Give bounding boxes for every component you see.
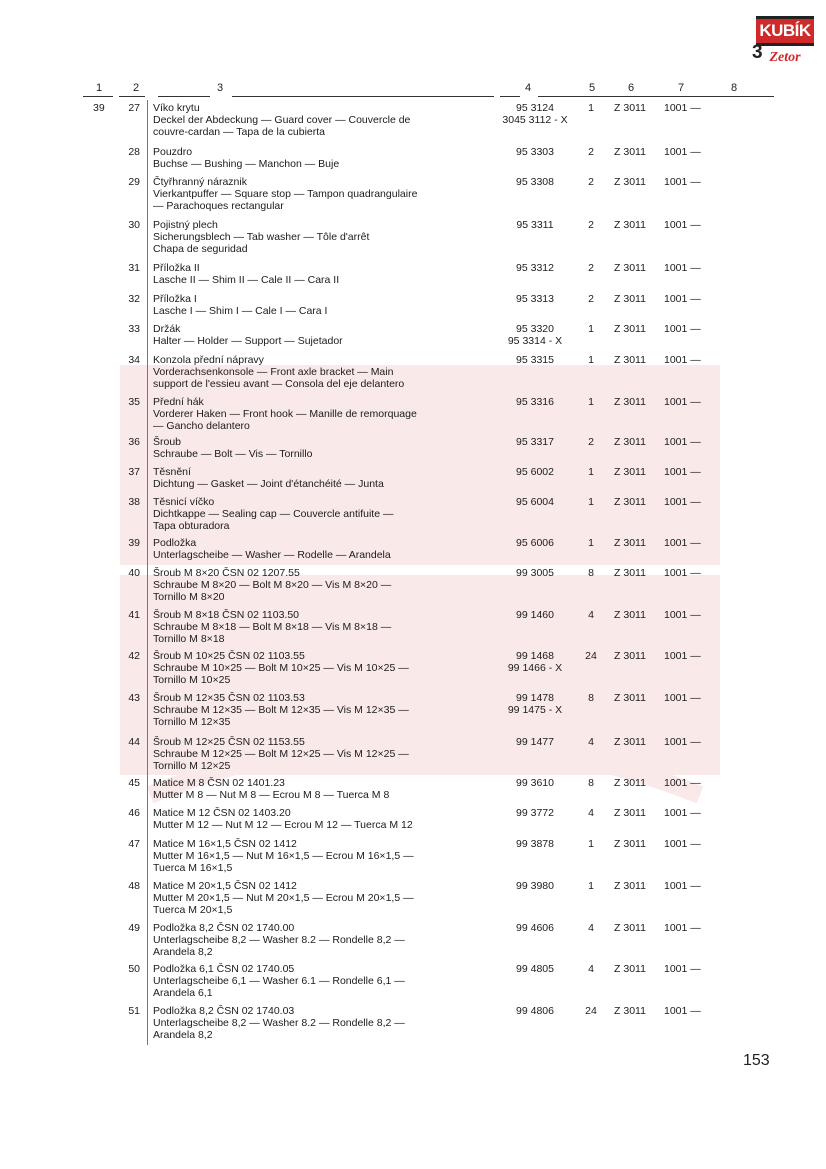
quantity: 4 (588, 736, 594, 748)
part-description: Přední hák Vorderer Haken — Front hook — Manille de remorquage — Gancho delantero (153, 396, 417, 432)
part-number: 99 1460 (516, 609, 554, 621)
part-number: 95 3320 95 3314 - X (507, 323, 563, 347)
position-number: 46 (128, 807, 140, 819)
part-description: Šroub Schraube — Bolt — Vis — Tornillo (153, 436, 313, 460)
serial-code: 1001 — (664, 1005, 701, 1017)
header-rule (158, 96, 210, 97)
part-number: 95 3315 (516, 354, 554, 366)
position-number: 28 (128, 146, 140, 158)
part-description: Šroub M 10×25 ČSN 02 1103.55 Schraube M 10×25 — Bolt M 10×25 — Vis M 10×25 — Tornillo M 10×25 (153, 650, 409, 686)
serial-code: 1001 — (664, 323, 701, 335)
position-number: 39 (128, 537, 140, 549)
position-number: 37 (128, 466, 140, 478)
part-number: 95 6004 (516, 496, 554, 508)
serial-code: 1001 — (664, 396, 701, 408)
part-number: 95 3312 (516, 262, 554, 274)
quantity: 1 (588, 323, 594, 335)
col-header-8: 8 (731, 82, 738, 94)
part-description: Těsnicí víčko Dichtkappe — Sealing cap — Couvercle antifuite — Tapa obturadora (153, 496, 394, 532)
serial-code: 1001 — (664, 777, 701, 789)
part-description: Čtyřhranný náraznik Vierkantpuffer — Square stop — Tampon quadrangulaire — Parachoques rectangular (153, 176, 418, 212)
model: Z 3011 (614, 293, 646, 305)
part-number: 95 3316 (516, 396, 554, 408)
quantity: 4 (588, 922, 594, 934)
position-number: 49 (128, 922, 140, 934)
position-number: 30 (128, 219, 140, 231)
part-number: 99 3772 (516, 807, 554, 819)
part-number: 95 3303 (516, 146, 554, 158)
serial-code: 1001 — (664, 567, 701, 579)
quantity: 2 (588, 176, 594, 188)
position-number: 34 (128, 354, 140, 366)
part-number: 99 3005 (516, 567, 554, 579)
part-number: 99 1477 (516, 736, 554, 748)
col-header-7: 7 (678, 82, 685, 94)
serial-code: 1001 — (664, 176, 701, 188)
part-description: Podložka Unterlagscheibe — Washer — Rodelle — Arandela (153, 537, 391, 561)
model: Z 3011 (614, 466, 646, 478)
serial-code: 1001 — (664, 537, 701, 549)
model: Z 3011 (614, 922, 646, 934)
part-description: Podložka 8,2 ČSN 02 1740.00 Unterlagscheibe 8,2 — Washer 8.2 — Rondelle 8,2 — Arandela 8,2 (153, 922, 405, 958)
part-description: Šroub M 12×25 ČSN 02 1153.55 Schraube M 12×25 — Bolt M 12×25 — Vis M 12×25 — Tornillo M 12×25 (153, 736, 409, 772)
model: Z 3011 (614, 537, 646, 549)
position-number: 41 (128, 609, 140, 621)
position-number: 44 (128, 736, 140, 748)
position-number: 27 (128, 102, 140, 114)
part-number: 95 3317 (516, 436, 554, 448)
position-number: 35 (128, 396, 140, 408)
serial-code: 1001 — (664, 102, 701, 114)
header-rule (500, 96, 520, 97)
quantity: 1 (588, 354, 594, 366)
part-description: Podložka 8,2 ČSN 02 1740.03 Unterlagscheibe 8,2 — Washer 8.2 — Rondelle 8,2 — Arandela 8,2 (153, 1005, 405, 1041)
brand-logo-text: KUBÍK (756, 16, 814, 46)
serial-code: 1001 — (664, 496, 701, 508)
col-header-2: 2 (133, 82, 140, 94)
serial-code: 1001 — (664, 262, 701, 274)
part-number: 99 3980 (516, 880, 554, 892)
part-number: 95 6002 (516, 466, 554, 478)
serial-code: 1001 — (664, 880, 701, 892)
quantity: 8 (588, 567, 594, 579)
position-number: 50 (128, 963, 140, 975)
serial-code: 1001 — (664, 650, 701, 662)
page-number: 153 (743, 1052, 770, 1069)
quantity: 2 (588, 436, 594, 448)
model: Z 3011 (614, 692, 646, 704)
position-number: 51 (128, 1005, 140, 1017)
model: Z 3011 (614, 354, 646, 366)
part-description: Pouzdro Buchse — Bushing — Manchon — Buje (153, 146, 340, 170)
model: Z 3011 (614, 102, 646, 114)
position-number: 31 (128, 262, 140, 274)
col-header-4: 4 (525, 82, 532, 94)
position-number: 38 (128, 496, 140, 508)
part-number: 95 3313 (516, 293, 554, 305)
part-number: 99 4606 (516, 922, 554, 934)
part-description: Šroub M 12×35 ČSN 02 1103.53 Schraube M 12×35 — Bolt M 12×35 — Vis M 12×35 — Tornillo M 12×35 (153, 692, 409, 728)
serial-code: 1001 — (664, 692, 701, 704)
model: Z 3011 (614, 1005, 646, 1017)
model: Z 3011 (614, 609, 646, 621)
quantity: 2 (588, 262, 594, 274)
serial-code: 1001 — (664, 146, 701, 158)
model: Z 3011 (614, 963, 646, 975)
model: Z 3011 (614, 219, 646, 231)
model: Z 3011 (614, 880, 646, 892)
quantity: 2 (588, 219, 594, 231)
serial-code: 1001 — (664, 466, 701, 478)
quantity: 8 (588, 692, 594, 704)
part-description: Šroub M 8×20 ČSN 02 1207.55 Schraube M 8×20 — Bolt M 8×20 — Vis M 8×20 — Tornillo M 8×20 (153, 567, 392, 603)
brand-logo-subtext: Zetor (769, 50, 801, 65)
serial-code: 1001 — (664, 922, 701, 934)
position-number: 43 (128, 692, 140, 704)
position-number: 47 (128, 838, 140, 850)
model: Z 3011 (614, 838, 646, 850)
part-number: 99 1468 99 1466 - X (507, 650, 563, 674)
model: Z 3011 (614, 323, 646, 335)
header-rule (538, 96, 774, 97)
model: Z 3011 (614, 736, 646, 748)
part-description: Matice M 16×1,5 ČSN 02 1412 Mutter M 16×1,5 — Nut M 16×1,5 — Ecrou M 16×1,5 — Tuerca M 16×1,5 (153, 838, 414, 874)
page-badge: 3 (752, 42, 763, 63)
part-number: 95 3124 3045 3112 - X (502, 102, 568, 126)
quantity: 4 (588, 609, 594, 621)
position-number: 42 (128, 650, 140, 662)
part-number: 99 3610 (516, 777, 554, 789)
part-number: 99 4805 (516, 963, 554, 975)
position-number: 36 (128, 436, 140, 448)
quantity: 1 (588, 838, 594, 850)
quantity: 4 (588, 963, 594, 975)
model: Z 3011 (614, 396, 646, 408)
brand-logo (754, 14, 816, 72)
quantity: 1 (588, 537, 594, 549)
quantity: 1 (588, 466, 594, 478)
part-description: Víko krytu Deckel der Abdeckung — Guard cover — Couvercle de couvre-cardan — Tapa de la cubierta (153, 102, 411, 138)
serial-code: 1001 — (664, 219, 701, 231)
position-number: 29 (128, 176, 140, 188)
serial-code: 1001 — (664, 293, 701, 305)
serial-code: 1001 — (664, 354, 701, 366)
serial-code: 1001 — (664, 838, 701, 850)
group-number: 39 (93, 102, 105, 114)
model: Z 3011 (614, 567, 646, 579)
model: Z 3011 (614, 146, 646, 158)
header-rule (119, 96, 145, 97)
model: Z 3011 (614, 807, 646, 819)
quantity: 4 (588, 807, 594, 819)
model: Z 3011 (614, 496, 646, 508)
part-description: Těsnění Dichtung — Gasket — Joint d'étanchéité — Junta (153, 466, 384, 490)
quantity: 1 (588, 496, 594, 508)
quantity: 24 (585, 1005, 597, 1017)
model: Z 3011 (614, 650, 646, 662)
serial-code: 1001 — (664, 436, 701, 448)
part-number: 95 3308 (516, 176, 554, 188)
quantity: 1 (588, 102, 594, 114)
part-number: 99 1478 99 1475 - X (507, 692, 563, 716)
part-description: Matice M 8 ČSN 02 1401.23 Mutter M 8 — Nut M 8 — Ecrou M 8 — Tuerca M 8 (153, 777, 390, 801)
part-number: 99 3878 (516, 838, 554, 850)
serial-code: 1001 — (664, 736, 701, 748)
header-rule (232, 96, 494, 97)
serial-code: 1001 — (664, 609, 701, 621)
model: Z 3011 (614, 176, 646, 188)
model: Z 3011 (614, 777, 646, 789)
quantity: 1 (588, 396, 594, 408)
part-description: Příložka I Lasche I — Shim I — Cale I — Cara I (153, 293, 328, 317)
part-description: Pojistný plech Sicherungsblech — Tab washer — Tôle d'arrêt Chapa de seguridad (153, 219, 370, 255)
part-description: Příložka II Lasche II — Shim II — Cale II — Cara II (153, 262, 340, 286)
serial-code: 1001 — (664, 807, 701, 819)
part-description: Držák Halter — Holder — Support — Sujetador (153, 323, 343, 347)
quantity: 1 (588, 880, 594, 892)
position-number: 33 (128, 323, 140, 335)
quantity: 24 (585, 650, 597, 662)
position-number: 40 (128, 567, 140, 579)
col-header-5: 5 (589, 82, 596, 94)
part-description: Podložka 6,1 ČSN 02 1740.05 Unterlagscheibe 6,1 — Washer 6.1 — Rondelle 6,1 — Arandela 6,1 (153, 963, 405, 999)
quantity: 2 (588, 293, 594, 305)
part-description: Konzola přední nápravy Vorderachsenkonsole — Front axle bracket — Main support de l'essieu avant — Consola del eje delantero (153, 354, 405, 390)
model: Z 3011 (614, 436, 646, 448)
part-number: 95 3311 (516, 219, 554, 231)
part-number: 95 6006 (516, 537, 554, 549)
part-description: Matice M 20×1,5 ČSN 02 1412 Mutter M 20×1,5 — Nut M 20×1,5 — Ecrou M 20×1,5 — Tuerca M 20×1,5 (153, 880, 414, 916)
position-number: 48 (128, 880, 140, 892)
part-description: Matice M 12 ČSN 02 1403.20 Mutter M 12 — Nut M 12 — Ecrou M 12 — Tuerca M 12 (153, 807, 413, 831)
quantity: 8 (588, 777, 594, 789)
part-number: 99 4806 (516, 1005, 554, 1017)
col-header-1: 1 (96, 82, 103, 94)
part-description: Šroub M 8×18 ČSN 02 1103.50 Schraube M 8×18 — Bolt M 8×18 — Vis M 8×18 — Tornillo M 8×18 (153, 609, 392, 645)
header-rule (83, 96, 113, 97)
quantity: 2 (588, 146, 594, 158)
column-divider (147, 100, 148, 1045)
position-number: 45 (128, 777, 140, 789)
model: Z 3011 (614, 262, 646, 274)
serial-code: 1001 — (664, 963, 701, 975)
col-header-3: 3 (217, 82, 224, 94)
position-number: 32 (128, 293, 140, 305)
col-header-6: 6 (628, 82, 635, 94)
